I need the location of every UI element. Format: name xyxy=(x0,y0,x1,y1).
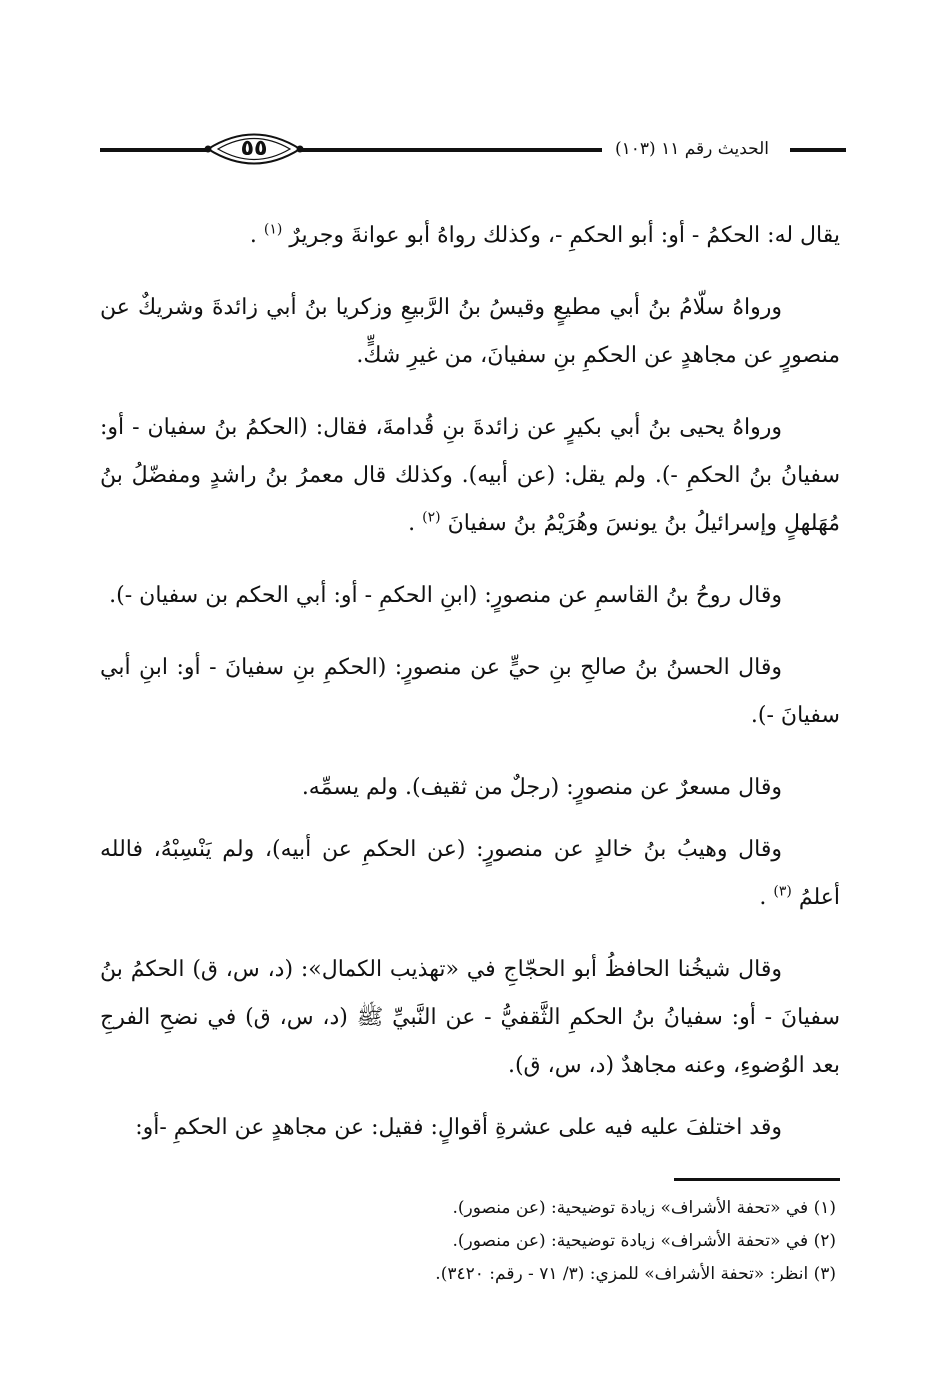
header-rule-middle xyxy=(300,148,602,152)
footnotes xyxy=(100,1192,836,1291)
paragraph-text: وقد اختلفَ عليه فيه على عشرةِ أقوالٍ: فقيل: عن مجاهدٍ عن الحكمِ -أو: xyxy=(135,1115,782,1140)
footnote-ref-1: (١) xyxy=(263,221,283,238)
paragraph-text: وقال شيخُنا الحافظُ أبو الحجّاجِ في «تهذيب الكمال»: (د، س، ق) الحكمُ بنُ سفيانَ - أو: سفيانُ بنُ الحكمِ الثَّقفيُّ - عن النَّبيِّ ﷺ (د، س، ق) في نضحِ الفرجِ بعد الوُضوءِ، وعنه مجاهدٌ (د، س، ق). xyxy=(100,957,840,1078)
footnote-2: (٢) في «تحفة الأشراف» زيادة توضيحية: (عن منصور). xyxy=(452,1231,836,1251)
paragraph-tail: . xyxy=(408,511,416,536)
main-text xyxy=(100,212,840,1176)
paragraph-1 xyxy=(100,212,840,260)
paragraph-4 xyxy=(100,572,840,620)
page-number-text: ٥٥ xyxy=(240,136,268,161)
paragraph-text: وقال روحُ بنُ القاسمِ عن منصورٍ: (ابنِ الحكمِ - أو: أبي الحكم بن سفيان -). xyxy=(109,583,782,608)
header-rule-right xyxy=(790,148,846,152)
paragraph-tail: . xyxy=(249,223,257,248)
paragraph-8 xyxy=(100,946,840,1090)
paragraph-text: يقال له: الحكمُ - أو: أبو الحكمِ -، وكذلك رواهُ أبو عوانةَ وجريرٌ xyxy=(289,223,840,248)
paragraph-5 xyxy=(100,644,840,740)
footnote-ref-3: (٣) xyxy=(773,883,792,900)
page-header xyxy=(100,118,846,178)
header-rule-left xyxy=(100,148,208,152)
paragraph-9 xyxy=(100,1104,840,1152)
footnote-3: (٣) انظر: «تحفة الأشراف» للمزي: (٣/ ٧١ - رقم: ٣٤٢٠). xyxy=(435,1264,836,1284)
footnote-ref-2: (٢) xyxy=(422,509,441,526)
paragraph-tail: . xyxy=(759,885,767,910)
paragraph-text: ورواهُ سلّامُ بنُ أبي مطيعٍ وقيسُ بنُ الرَّبيعِ وزكريا بنُ أبي زائدةَ وشريكٌ عن منصورٍ عن مجاهدٍ عن الحكمِ بنِ سفيانَ، من غيرِ شكٍّ. xyxy=(100,295,840,368)
paragraph-3 xyxy=(100,404,840,548)
footnote-separator xyxy=(674,1178,840,1181)
page-number xyxy=(204,124,304,174)
paragraph-text: وقال مسعرٌ عن منصورٍ: (رجلٌ من ثقيف). ولم يسمِّه. xyxy=(301,775,782,800)
paragraph-text: وقال وهيبُ بنُ خالدٍ عن منصورٍ: (عن الحكمِ عن أبيه)، ولم يَنْسِبْهُ، فالله أعلمُ xyxy=(100,837,840,910)
paragraph-text: وقال الحسنُ بنُ صالحِ بنِ حيٍّ عن منصورٍ: (الحكمِ بنِ سفيانَ - أو: ابنِ أبي سفيانَ -). xyxy=(100,655,840,728)
paragraph-7 xyxy=(100,826,840,922)
footnote-1: (١) في «تحفة الأشراف» زيادة توضيحية: (عن منصور). xyxy=(452,1198,836,1218)
paragraph-text: ورواهُ يحيى بنُ أبي بكيرٍ عن زائدةَ بنِ قُدامةَ، فقال: (الحكمُ بنُ سفيان - أو: سفيانُ بنُ الحكمِ -). ولم يقل: (عن أبيه). وكذلك قال معمرُ بنُ راشدٍ ومفضّلُ بنُ مُهَلهلٍ وإسرائيلُ بنُ يونسَ وهُرَيْمُ بنُ سفيانَ xyxy=(100,415,840,536)
paragraph-2 xyxy=(100,284,840,380)
running-title: الحديث رقم ١١ (١٠٣) xyxy=(614,139,770,159)
paragraph-6 xyxy=(100,764,840,812)
